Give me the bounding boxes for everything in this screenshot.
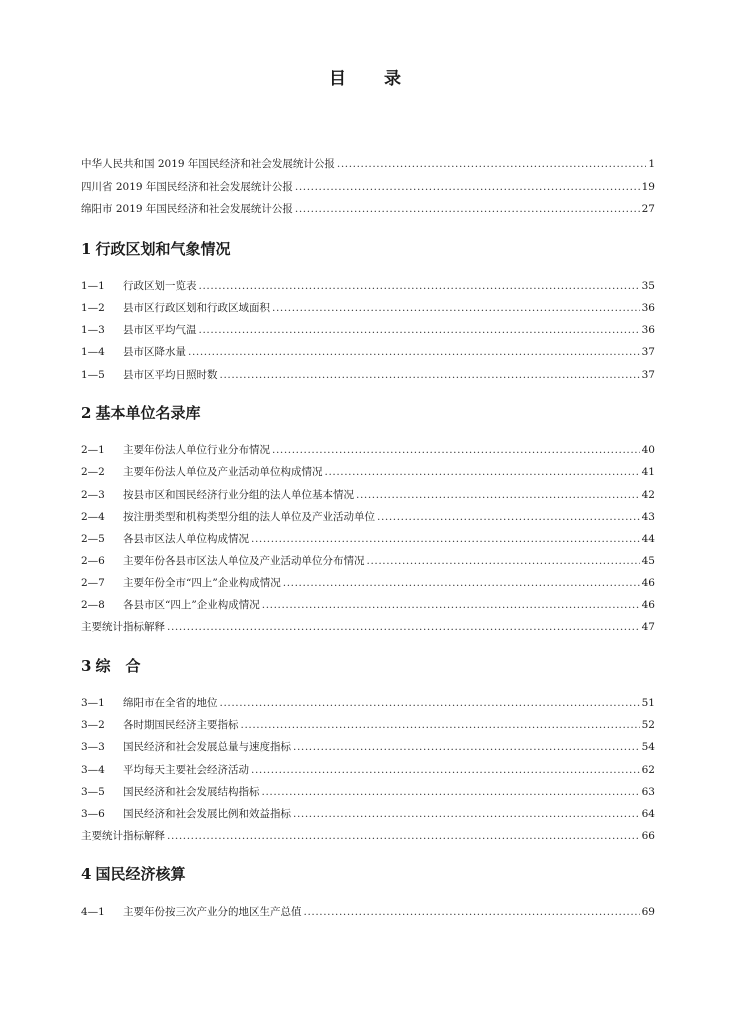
toc-entry-page: 45 bbox=[641, 555, 655, 567]
toc-entry-number: 2—1 bbox=[81, 444, 105, 456]
toc-entry-number: 3—4 bbox=[81, 764, 105, 776]
toc-entry[interactable] bbox=[81, 554, 655, 568]
toc-entry-page: 62 bbox=[641, 764, 655, 776]
toc-entry-number: 2—6 bbox=[81, 555, 105, 567]
toc-entry-page: 1 bbox=[648, 158, 655, 170]
dot-leader bbox=[167, 829, 640, 843]
toc-entry-label: 按注册类型和机构类型分组的法人单位及产业活动单位 bbox=[123, 511, 375, 523]
toc-entry-number: 1—2 bbox=[81, 302, 105, 314]
dot-leader bbox=[251, 532, 640, 546]
dot-leader bbox=[167, 620, 640, 634]
toc-entry[interactable] bbox=[81, 696, 655, 710]
toc-entry[interactable] bbox=[81, 785, 655, 799]
dot-leader bbox=[262, 785, 640, 799]
dot-leader bbox=[356, 488, 640, 502]
toc-entry-number: 1—5 bbox=[81, 369, 105, 381]
toc-entry-number: 3—6 bbox=[81, 808, 105, 820]
toc-entry-page: 36 bbox=[641, 324, 655, 336]
toc-entry-page: 37 bbox=[641, 346, 655, 358]
toc-entry-number: 2—3 bbox=[81, 489, 105, 501]
toc-entry-label: 国民经济和社会发展总量与速度指标 bbox=[123, 741, 291, 753]
dot-leader bbox=[304, 905, 640, 919]
dot-leader bbox=[199, 279, 640, 293]
toc-entry-page: 41 bbox=[641, 466, 655, 478]
toc-entry-number: 1—3 bbox=[81, 324, 105, 336]
page-title: 目 录 bbox=[329, 69, 417, 89]
toc-entry-label: 绵阳市在全省的地位 bbox=[123, 697, 218, 709]
dot-leader bbox=[295, 202, 640, 216]
toc-entry-label: 各时期国民经济主要指标 bbox=[123, 719, 239, 731]
dot-leader bbox=[295, 180, 640, 194]
dot-leader bbox=[293, 807, 640, 821]
toc-entry-page: 54 bbox=[641, 741, 655, 753]
toc-entry-number: 3—5 bbox=[81, 786, 105, 798]
toc-entry[interactable] bbox=[81, 620, 655, 634]
toc-entry[interactable] bbox=[81, 157, 655, 171]
toc-entry[interactable] bbox=[81, 905, 655, 919]
toc-entry-number: 4—1 bbox=[81, 906, 105, 918]
toc-entry-page: 69 bbox=[641, 906, 655, 918]
dot-leader bbox=[199, 323, 640, 337]
toc-entry-page: 64 bbox=[641, 808, 655, 820]
toc-entry[interactable] bbox=[81, 807, 655, 821]
toc-entry-number: 3—1 bbox=[81, 697, 105, 709]
toc-entry-label: 主要统计指标解释 bbox=[81, 621, 165, 633]
toc-entry-page: 66 bbox=[641, 830, 655, 842]
dot-leader bbox=[325, 465, 640, 479]
toc-entry[interactable] bbox=[81, 598, 655, 612]
toc-entry-number: 2—2 bbox=[81, 466, 105, 478]
section-heading: 4 国民经济核算 bbox=[81, 865, 186, 883]
section-heading: 2 基本单位名录库 bbox=[81, 404, 201, 422]
toc-entry-label: 主要年份法人单位行业分布情况 bbox=[123, 444, 270, 456]
toc-entry-page: 46 bbox=[641, 577, 655, 589]
toc-entry-page: 37 bbox=[641, 369, 655, 381]
toc-entry-number: 2—7 bbox=[81, 577, 105, 589]
dot-leader bbox=[188, 345, 640, 359]
toc-entry-number: 1—4 bbox=[81, 346, 105, 358]
dot-leader bbox=[272, 301, 640, 315]
toc-entry-label: 县市区降水量 bbox=[123, 346, 186, 358]
toc-entry-page: 27 bbox=[641, 203, 655, 215]
toc-entry-page: 19 bbox=[641, 181, 655, 193]
toc-entry[interactable] bbox=[81, 718, 655, 732]
toc-entry[interactable] bbox=[81, 323, 655, 337]
toc-entry-number: 3—2 bbox=[81, 719, 105, 731]
toc-entry[interactable] bbox=[81, 829, 655, 843]
toc-entry-label: 各县市区“四上”企业构成情况 bbox=[123, 599, 260, 611]
section-heading: 3 综 合 bbox=[81, 657, 141, 675]
toc-entry[interactable] bbox=[81, 576, 655, 590]
toc-entry[interactable] bbox=[81, 763, 655, 777]
section-heading: 1 行政区划和气象情况 bbox=[81, 240, 231, 258]
toc-entry[interactable] bbox=[81, 301, 655, 315]
toc-entry[interactable] bbox=[81, 279, 655, 293]
toc-entry-label: 中华人民共和国 2019 年国民经济和社会发展统计公报 bbox=[81, 158, 335, 170]
toc-entry-number: 2—4 bbox=[81, 511, 105, 523]
toc-entry-label: 按县市区和国民经济行业分组的法人单位基本情况 bbox=[123, 489, 354, 501]
toc-entry[interactable] bbox=[81, 465, 655, 479]
dot-leader bbox=[272, 443, 640, 457]
dot-leader bbox=[220, 696, 640, 710]
toc-entry-label: 行政区划一览表 bbox=[123, 280, 197, 292]
dot-leader bbox=[377, 510, 640, 524]
toc-entry-label: 平均每天主要社会经济活动 bbox=[123, 764, 249, 776]
toc-entry[interactable] bbox=[81, 740, 655, 754]
dot-leader bbox=[220, 368, 640, 382]
toc-entry-page: 40 bbox=[641, 444, 655, 456]
toc-entry[interactable] bbox=[81, 532, 655, 546]
toc-entry-label: 四川省 2019 年国民经济和社会发展统计公报 bbox=[81, 181, 293, 193]
toc-entry-label: 主要年份按三次产业分的地区生产总值 bbox=[123, 906, 302, 918]
toc-entry-page: 43 bbox=[641, 511, 655, 523]
toc-entry-label: 主要年份全市“四上”企业构成情况 bbox=[123, 577, 281, 589]
toc-entry-page: 35 bbox=[641, 280, 655, 292]
toc-entry-page: 51 bbox=[641, 697, 655, 709]
toc-entry-number: 3—3 bbox=[81, 741, 105, 753]
toc-entry-label: 主要统计指标解释 bbox=[81, 830, 165, 842]
toc-entry-page: 47 bbox=[641, 621, 655, 633]
toc-entry-label: 国民经济和社会发展结构指标 bbox=[123, 786, 260, 798]
toc-entry-label: 绵阳市 2019 年国民经济和社会发展统计公报 bbox=[81, 203, 293, 215]
toc-entry-page: 44 bbox=[641, 533, 655, 545]
toc-entry-page: 63 bbox=[641, 786, 655, 798]
dot-leader bbox=[293, 740, 640, 754]
toc-entry[interactable] bbox=[81, 488, 655, 502]
toc-entry-label: 主要年份法人单位及产业活动单位构成情况 bbox=[123, 466, 323, 478]
toc-entry-page: 42 bbox=[641, 489, 655, 501]
dot-leader bbox=[367, 554, 640, 568]
toc-entry-label: 县市区平均气温 bbox=[123, 324, 197, 336]
dot-leader bbox=[251, 763, 640, 777]
dot-leader bbox=[241, 718, 640, 732]
toc-entry-label: 县市区平均日照时数 bbox=[123, 369, 218, 381]
toc-entry-number: 1—1 bbox=[81, 280, 105, 292]
toc-entry[interactable] bbox=[81, 443, 655, 457]
dot-leader bbox=[283, 576, 640, 590]
toc-entry-label: 各县市区法人单位构成情况 bbox=[123, 533, 249, 545]
toc-entry-label: 县市区行政区划和行政区域面积 bbox=[123, 302, 270, 314]
dot-leader bbox=[262, 598, 640, 612]
toc-entry[interactable] bbox=[81, 345, 655, 359]
toc-entry-label: 主要年份各县市区法人单位及产业活动单位分布情况 bbox=[123, 555, 365, 567]
toc-entry-number: 2—8 bbox=[81, 599, 105, 611]
toc-entry[interactable] bbox=[81, 510, 655, 524]
dot-leader bbox=[337, 157, 646, 171]
toc-entry[interactable] bbox=[81, 368, 655, 382]
toc-entry-page: 52 bbox=[641, 719, 655, 731]
toc-entry-page: 46 bbox=[641, 599, 655, 611]
toc-entry[interactable] bbox=[81, 180, 655, 194]
toc-entry-page: 36 bbox=[641, 302, 655, 314]
toc-entry[interactable] bbox=[81, 202, 655, 216]
toc-entry-number: 2—5 bbox=[81, 533, 105, 545]
toc-entry-label: 国民经济和社会发展比例和效益指标 bbox=[123, 808, 291, 820]
